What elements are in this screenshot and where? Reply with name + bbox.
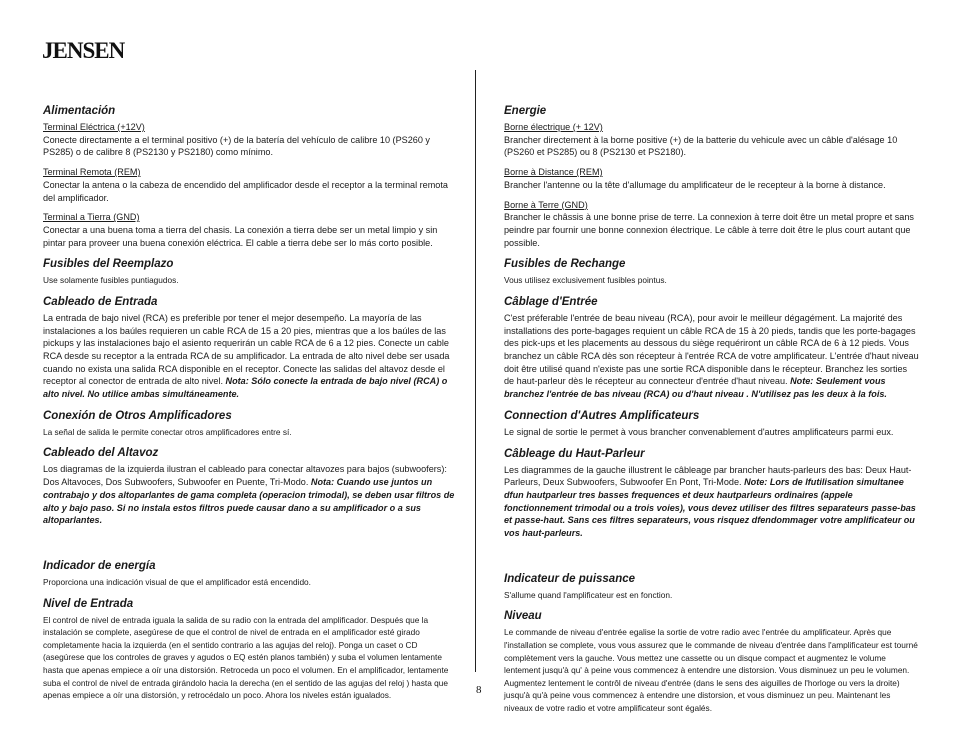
text-niveau: Le commande de niveau d'entrée egalise la sortie de votre radio avec l'entrée du amplificateur. Après que l'installation se complete, vous vous assurez que le commande de niveau d'entrée dans l'amplificateur est tourné complètement vers la gauche. Vous mettez une cassette ou un disque compact et augmentez le volume lentement jusqu'à qu' à peine vous commencez à entendre une distorsion. Vous disminuez un peu le volumen. Augmentez lentement le contrôl de niveau d'entrée (dans le sens des aiguilles de l'horloge ou vers la droite) jusqu'à qu'à peine vous commencez à entendre une distorsion, et vous disminuez un peu. Maintenant les niveaux de votre radio et votre amplificateur sont égalés. <box>504 627 918 713</box>
heading-cableage-hp: Câbleage du Haut-Parleur <box>504 447 645 460</box>
heading-nivel: Nivel de Entrada <box>43 597 134 610</box>
text-cableado-entrada <box>43 312 455 401</box>
text-cableado-altavoz <box>43 463 455 527</box>
heading-energie: Energie <box>504 105 547 117</box>
note-cableado-altavoz: Nota: Cuando use juntos un contrabajo y dos altoparlantes de gama completa (operacion trimodal), se deben usar filtros de alto y bajo paso. Si no instala estos filtros puede causar dano a su amplificador o a sus altoparlantes. <box>43 477 455 526</box>
text-indicateur: S'allume quand l'amplificateur est en fonction. <box>504 589 673 600</box>
label-terminal-electrica: Terminal Eléctrica (+12V) <box>43 122 145 132</box>
text-fusibles-rechange: Vous utilisez exclusivement fusibles pointus. <box>504 275 667 286</box>
heading-cablage: Câblage d'Entrée <box>504 295 598 308</box>
text-connection: Le signal de sortie le permet à vous brancher convenablement d'autres amplificateurs parmi eux. <box>504 426 894 437</box>
heading-fusibles-rechange: Fusibles de Rechange <box>504 258 626 271</box>
note-cableage-hp: Note: Lors de lfutilisation simultanee dfun hautparleur tres basses frequences et deux hautparleurs ordinaires (appele fonctionnement trimodal ou a trois voies), vous devez utiliser des filtres separateurs passe-bas et passe-haut. Sans ces filtres separateurs, vous risquez dfendommager votre amplificateur ou vos haut-parleurs. <box>504 477 916 539</box>
brand-logo: JENSEN <box>42 38 125 63</box>
heading-alimentacion: Alimentación <box>43 105 116 117</box>
label-borne-distance: Borne à Distance (REM) <box>504 167 603 178</box>
text-terminal-remota: Conectar la antena o la cabeza de encendido del amplificador desde el receptor a la terminal remota del amplificador. <box>43 179 448 203</box>
heading-connection: Connection d'Autres Amplificateurs <box>504 409 700 422</box>
text-cableage-hp <box>504 464 919 540</box>
body-cableage-hp: Les diagrammes de la gauche illustrent le câbleage par brancher hauts-parleurs des bas: Deux Haut-Parleurs, Deux Subwoofers, Subwoofer En Pont, Tri-Mode. <box>504 464 912 488</box>
text-nivel: El control de nivel de entrada iguala la salida de su radio con la entrada del amplificador. Después que la instalación se complete, asegúrese de que el control de nivel de entrada en el amplificador esté girado completamente hacia la izquierda (en el sentido contrario a las agujas del reloj). Ponga un caset o CD (asegúrese que los controles de graves y agudos o EQ estén planos también) y suba el volumen lentamente hasta que apenas empiece a oír una distorsión. Retroceda un poco el volumen. En el amplificador, lentamente suba el control de nivel de entrada girándolo hacia la derecha (en el sentido de las agujas del reloj ) hasta que apenas empiece a oír una distorsión, y retrocédalo un poco. Ahora los niveles están igualados. <box>43 614 449 701</box>
body-cableado-entrada: La entrada de bajo nivel (RCA) es preferible por tener el mejor desempeño. La mayoría de las instalaciones a los baúles requieren un cable RCA de 15 a 20 pies, mientras que a los baúles de las pickups y las instalaciones bajo el asiento requerirán un cable RCA de 6 a 12 pies. Conecte un cable RCA desde su receptor a la entrada RCA de su amplificador. La entrada de alto nivel debe ser usada cuando no exista una salida RCA disponible en el receptor. Conecte las salidas del altavoz desde el receptor al conector de entrada de alto nivel. <box>43 312 450 387</box>
spanish-column <box>43 104 455 702</box>
text-terminal-tierra: Conectar a una buena toma a tierra del chasis. La conexión a tierra debe ser un metal limpio y sin pintar para proveer una buena conexión eléctrica. El cable a tierra debe ser lo más corto posible. <box>43 224 438 248</box>
heading-conexion: Conexión de Otros Amplificadores <box>43 409 232 422</box>
text-indicador: Proporciona una indicación visual de que el amplificador está encendido. <box>43 576 311 587</box>
note-cableado-entrada: Nota: Sólo conecte la entrada de bajo nivel (RCA) o alto nivel. No utilice ambas simultáneamente. <box>43 376 448 400</box>
heading-indicateur: Indicateur de puissance <box>504 572 636 585</box>
text-terminal-electrica: Conecte directamente a el terminal positivo (+) de la batería del vehículo de calibre 10 (PS260 y PS285) o de calibre 8 (PS2130 y PS2180) como mínimo. <box>43 134 430 158</box>
french-column <box>504 104 919 715</box>
text-borne-terre: Brancher le châssis à une bonne prise de terre. La connexion à terre doit être un metal propre et sans peindre par fournir une bonne connexion électrique. Le câble à terre doit être le plus court autant que possible. <box>504 212 914 248</box>
text-fusibles: Use solamente fusibles puntiagudos. <box>43 275 179 286</box>
label-borne-terre: Borne à Terre (GND) <box>504 199 588 210</box>
heading-cableado-altavoz: Cableado del Altavoz <box>43 447 159 460</box>
column-divider <box>475 70 476 672</box>
body-cablage: C'est préferable l'entrée de beau niveau (RCA), pour avoir le meilleur dégagément. La majorité des installations des porte-bagages requient un câble RCA de 15 à 20 pieds, tandis que les porte-bagages des pick-ups et les placements au dessous du siège requériront un câble RCA de 6 à 12 pieds. Vous branchez un câble RCA dès son récepteur à l'entrée RCA de votre amplificateur. L'entrée d'haut niveau doit être utilisé quand n'existe pas une sortie RCA disponible dans le récepteur. Branchez les sorties de haut-parleur dès le récepteur au connecteur d'entrée d'haut niveau. <box>504 312 919 387</box>
note-cablage: Note: Seulement vous branchez l'entrée de bas niveau (RCA) ou d'haut niveau . N'utilisez pas les deux à la fois. <box>504 376 887 400</box>
heading-niveau: Niveau <box>504 610 542 623</box>
label-borne-electrique: Borne électrique (+ 12V) <box>504 122 603 132</box>
text-conexion: La señal de salida le permite conectar otros amplificadores entre sí. <box>43 426 292 437</box>
text-borne-electrique: Brancher directement à la borne positive (+) de la batterie du vehicule avec un câble d'alésage 10 (PS260 et PS285) ou 8 (PS2130 et PS2180). <box>504 134 898 158</box>
text-borne-distance: Brancher l'antenne ou la tête d'allumage du amplificateur de le recepteur à la borne à distance. <box>504 179 886 190</box>
body-cableado-altavoz: Los diagramas de la izquierda ilustran el cableado para conectar altavozes para bajos (subwoofers): Dos Altavoces, Dos Subwoofers, Subwoofer en Puente, Tri-Modo. <box>43 464 447 488</box>
label-terminal-tierra: Terminal a Tierra (GND) <box>43 212 140 223</box>
heading-indicador: Indicador de energía <box>43 559 156 572</box>
page-number: 8 <box>476 684 482 696</box>
heading-fusibles: Fusibles del Reemplazo <box>43 258 174 271</box>
heading-cableado-entrada: Cableado de Entrada <box>43 295 158 308</box>
text-cablage <box>504 312 919 401</box>
label-terminal-remota: Terminal Remota (REM) <box>43 167 141 178</box>
